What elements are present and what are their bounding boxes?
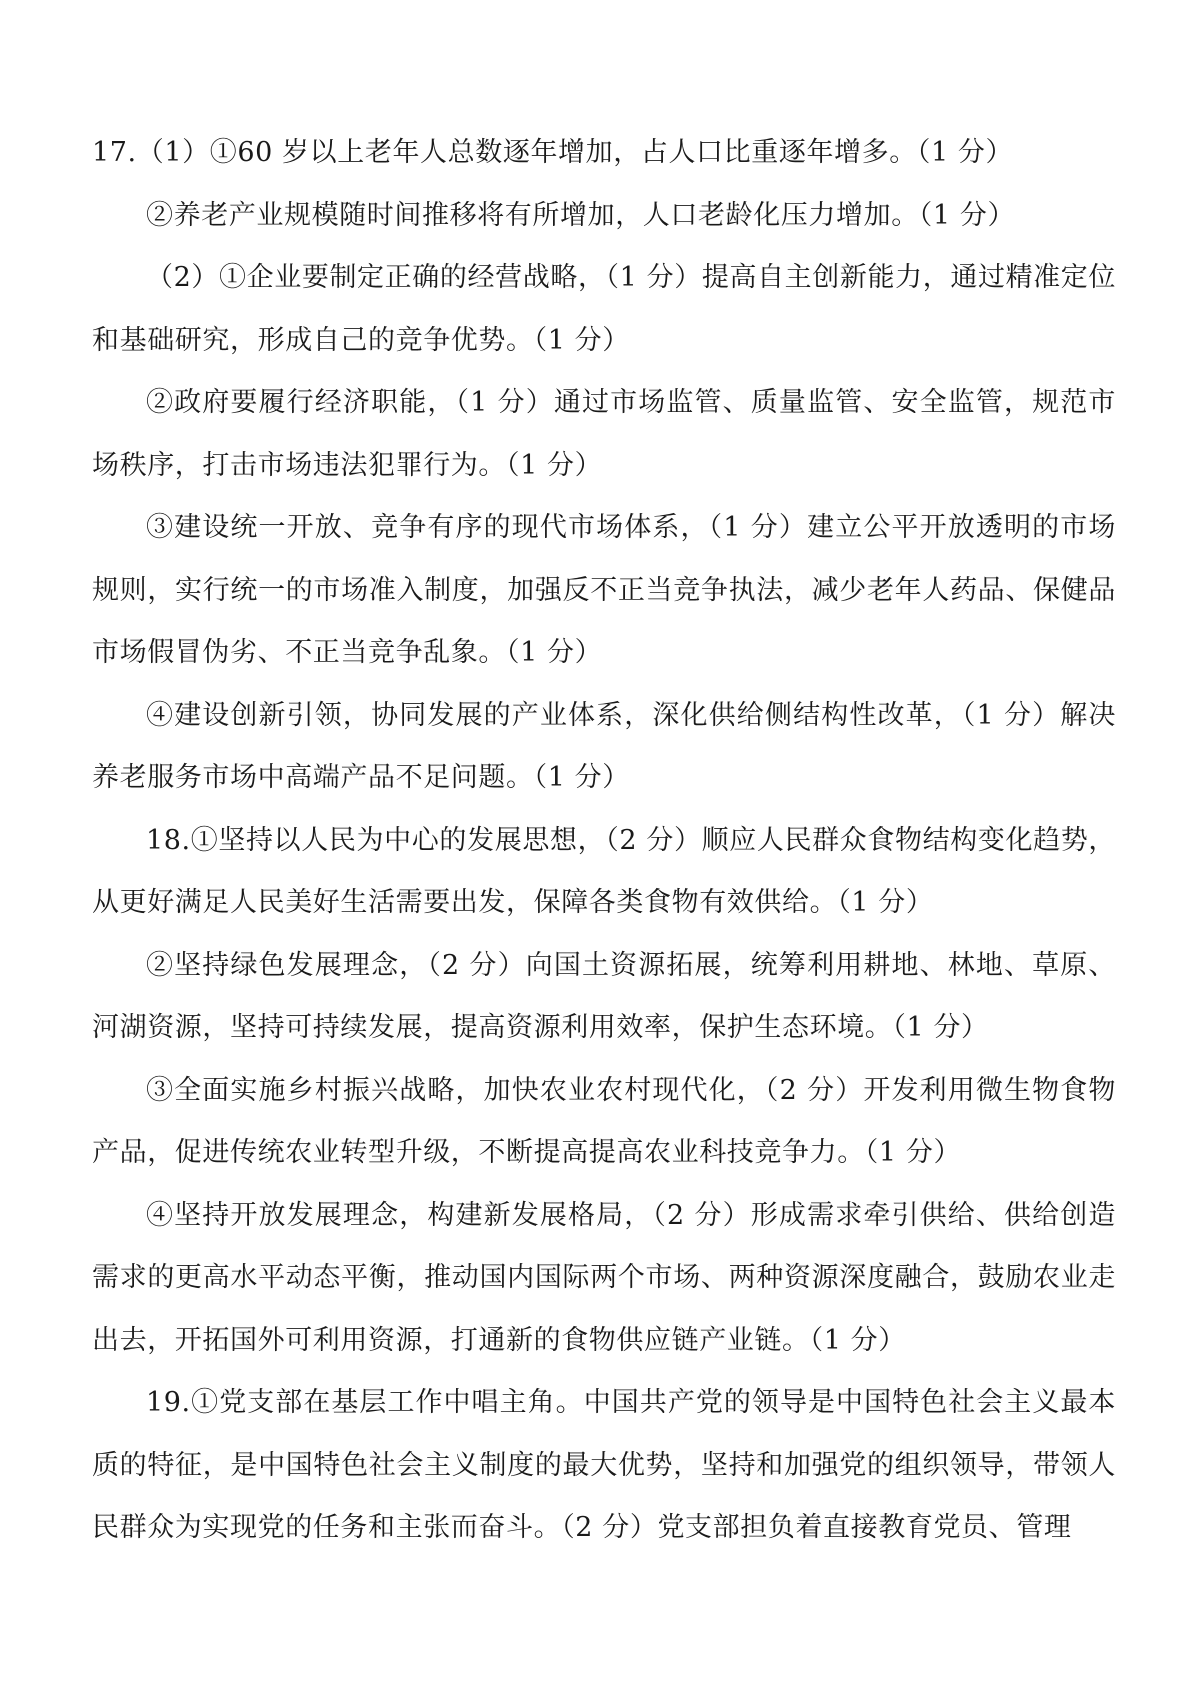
paragraph-q17-1-1: 17.（1）①60 岁以上老年人总数逐年增加，占人口比重逐年增多。（1 分） bbox=[92, 137, 1014, 168]
paragraph-q18-1: 18.①坚持以人民为中心的发展思想，（2 分）顺应人民群众食物结构变化趋势，从更好满足人民美好生活需要出发，保障各类食物有效供给。（1 分） bbox=[92, 824, 1116, 918]
paragraph-q17-1-2: ②养老产业规模随时间推移将有所增加，人口老龄化压力增加。（1 分） bbox=[146, 199, 1016, 231]
paragraph-q17-2-4: ④建设创新引领，协同发展的产业体系，深化供给侧结构性改革，（1 分）解决养老服务市场中高端产品不足问题。（1 分） bbox=[92, 699, 1116, 793]
paragraph-q17-2-3: ③建设统一开放、竞争有序的现代市场体系，（1 分）建立公平开放透明的市场规则，实行统一的市场准入制度，加强反不正当竞争执法，减少老年人药品、保健品市场假冒伪劣、不正当竞争乱象。（1 分） bbox=[92, 512, 1116, 668]
paragraph-q18-4: ④坚持开放发展理念，构建新发展格局，（2 分）形成需求牵引供给、供给创造需求的更高水平动态平衡，推动国内国际两个市场、两种资源深度融合，鼓励农业走出去，开拓国外可利用资源，打通新的食物供应链产业链。（1 分） bbox=[92, 1199, 1116, 1356]
paragraph-q17-2-1: （2）①企业要制定正确的经营战略，（1 分）提高自主创新能力，通过精准定位和基础研究，形成自己的竞争优势。（1 分） bbox=[92, 262, 1116, 356]
paragraph-q18-3: ③全面实施乡村振兴战略，加快农业农村现代化，（2 分）开发利用微生物食物产品，促进传统农业转型升级，不断提高提高农业科技竞争力。（1 分） bbox=[92, 1074, 1116, 1168]
answer-text-body bbox=[92, 122, 1116, 1560]
paragraph-q17-2-2: ②政府要履行经济职能，（1 分）通过市场监管、质量监管、安全监管，规范市场秩序，打击市场违法犯罪行为。（1 分） bbox=[92, 387, 1116, 481]
paragraph-q19-1: 19.①党支部在基层工作中唱主角。中国共产党的领导是中国特色社会主义最本质的特征，是中国特色社会主义制度的最大优势，坚持和加强党的组织领导，带领人民群众为实现党的任务和主张而奋斗。（2 分）党支部担负着直接教育党员、管理 bbox=[92, 1387, 1116, 1543]
paragraph-q18-2: ②坚持绿色发展理念，（2 分）向国土资源拓展，统筹利用耕地、林地、草原、河湖资源，坚持可持续发展，提高资源利用效率，保护生态环境。（1 分） bbox=[92, 949, 1116, 1043]
